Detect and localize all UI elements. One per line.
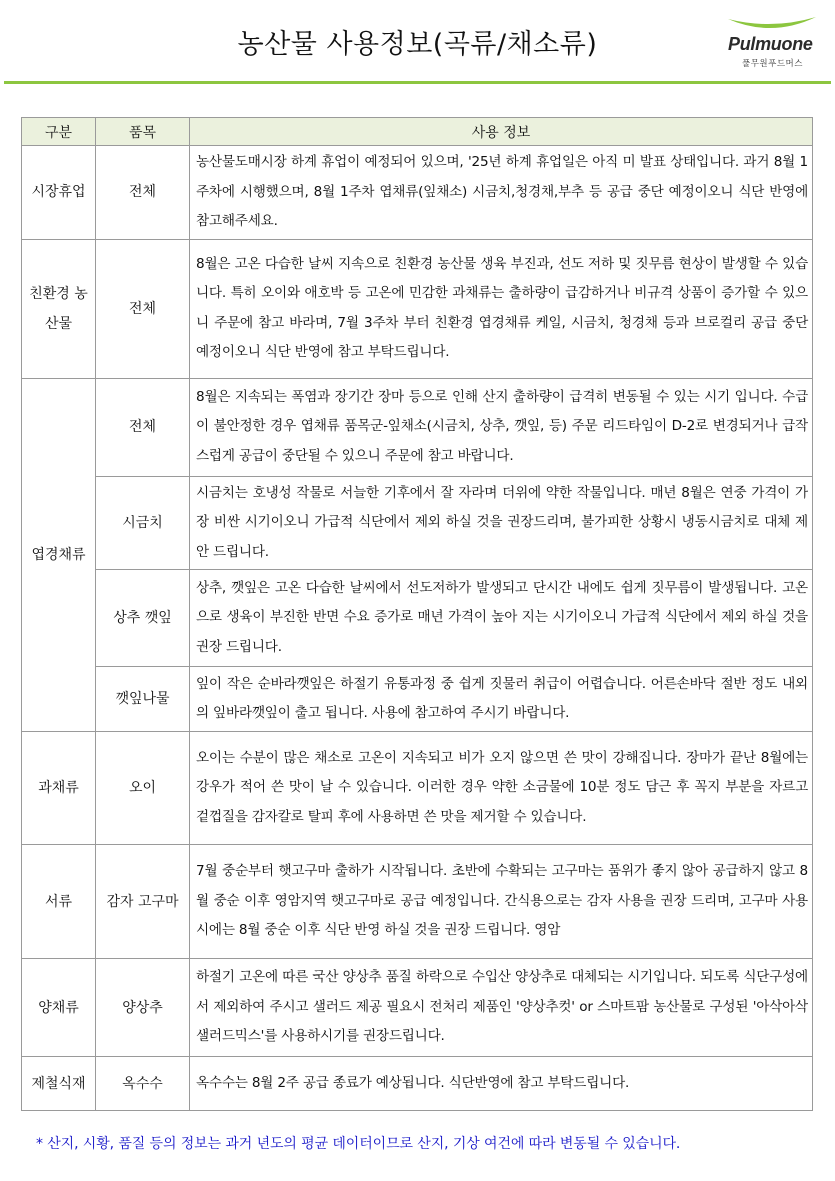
info-cell: 하절기 고온에 따른 국산 양상추 품질 하락으로 수입산 양상추로 대체되는 시기입니다. 되도록 식단구성에서 제외하여 주시고 샐러드 제공 필요시 전처리 제품인 '양상추컷' or 스마트팜 농산물로 구성된 '아삭아삭 샐러드믹스'를 사용하시기를 권장드립니다. [190, 959, 813, 1057]
page-title: 농산물 사용정보(곡류/채소류) [237, 29, 598, 60]
footnote: * 산지, 시황, 품질 등의 정보는 과거 년도의 평균 데이터이므로 산지, 기상 여건에 따라 변동될 수 있습니다. [36, 1136, 681, 1152]
table-row [22, 732, 813, 845]
category-cell: 제철식재 [22, 1057, 96, 1111]
category-cell: 과채류 [22, 732, 96, 845]
usage-info-table [21, 117, 813, 1111]
table-row [22, 845, 813, 959]
item-cell: 깻잎나물 [96, 667, 190, 732]
info-cell: 8월은 고온 다습한 날씨 지속으로 친환경 농산물 생육 부진과, 선도 저하 및 짓무름 현상이 발생할 수 있습니다. 특히 오이와 애호박 등 고온에 민감한 과채류는 출하량이 급감하거나 비규격 상품이 증가할 수 있으니 주문에 참고 바라며, 7월 3주차 부터 친환경 엽경채류 케일, 시금치, 청경채 등과 브로컬리 공급 중단 예정이오니 식단 반영에 참고 부탁드립니다. [190, 239, 813, 378]
table-row [22, 146, 813, 240]
pulmuone-logo [722, 14, 824, 70]
item-cell: 전체 [96, 378, 190, 476]
logo-brand: Pulmuone [728, 34, 813, 54]
item-cell: 전체 [96, 146, 190, 240]
table-row [22, 378, 813, 476]
category-cell: 친환경 농산물 [22, 239, 96, 378]
category-cell: 서류 [22, 845, 96, 959]
leaf-swoosh-icon [726, 14, 818, 36]
info-cell: 7월 중순부터 햇고구마 출하가 시작됩니다. 초반에 수확되는 고구마는 품위가 좋지 않아 공급하지 않고 8월 중순 이후 영암지역 햇고구마로 공급 예정입니다. 간식용으로는 감자 사용을 권장 드리며, 고구마 사용시에는 8월 중순 이후 식단 반영 하실 것을 권장 드립니다. 영암 [190, 845, 813, 959]
category-cell: 양채류 [22, 959, 96, 1057]
header-item: 품목 [96, 118, 190, 146]
table-row [22, 570, 813, 667]
info-cell: 옥수수는 8월 2주 공급 종료가 예상됩니다. 식단반영에 참고 부탁드립니다. [190, 1057, 813, 1111]
logo-subtitle: 풀무원푸드머스 [742, 59, 803, 69]
category-cell: 엽경채류 [22, 378, 96, 732]
table-row [22, 476, 813, 570]
item-cell: 시금치 [96, 476, 190, 570]
item-cell: 양상추 [96, 959, 190, 1057]
info-cell: 농산물도매시장 하계 휴업이 예정되어 있으며, '25년 하계 휴업일은 아직 미 발표 상태입니다. 과거 8월 1주차에 시행했으며, 8월 1주차 엽채류(잎채소) 시금치,청경채,부추 등 공급 중단 예정이오니 식단 반영에 참고해주세요. [190, 146, 813, 240]
item-cell: 전체 [96, 239, 190, 378]
info-cell: 잎이 작은 순바라깻잎은 하절기 유통과정 중 쉽게 짓물러 취급이 어렵습니다. 어른손바닥 절반 정도 내외의 잎바라깻잎이 출고 됩니다. 사용에 참고하여 주시기 바랍니다. [190, 667, 813, 732]
table-header-row [22, 118, 813, 146]
header-category: 구분 [22, 118, 96, 146]
info-cell: 8월은 지속되는 폭염과 장기간 장마 등으로 인해 산지 출하량이 급격히 변동될 수 있는 시기 입니다. 수급이 불안정한 경우 엽채류 품목군-잎채소(시금치, 상추, 깻잎, 등) 주문 리드타임이 D-2로 변경되거나 급작스럽게 공급이 중단될 수 있으니 주문에 참고 바랍니다. [190, 378, 813, 476]
title-divider [4, 81, 831, 84]
info-cell: 오이는 수분이 많은 채소로 고온이 지속되고 비가 오지 않으면 쓴 맛이 강해집니다. 장마가 끝난 8월에는 강우가 적어 쓴 맛이 날 수 있습니다. 이러한 경우 약한 소금물에 10분 정도 담근 후 꼭지 부분을 자르고 겉껍질을 감자칼로 탈피 후에 사용하면 쓴 맛을 제거할 수 있습니다. [190, 732, 813, 845]
table-row [22, 1057, 813, 1111]
item-cell: 감자 고구마 [96, 845, 190, 959]
item-cell: 상추 깻잎 [96, 570, 190, 667]
header-info: 사용 정보 [190, 118, 813, 146]
info-cell: 상추, 깻잎은 고온 다습한 날씨에서 선도저하가 발생되고 단시간 내에도 쉽게 짓무름이 발생됩니다. 고온으로 생육이 부진한 반면 수요 증가로 매년 가격이 높아 지는 시기이오니 가급적 식단에서 제외 하실 것을 권장 드립니다. [190, 570, 813, 667]
item-cell: 오이 [96, 732, 190, 845]
table-row [22, 667, 813, 732]
item-cell: 옥수수 [96, 1057, 190, 1111]
category-cell: 시장휴업 [22, 146, 96, 240]
table-row [22, 959, 813, 1057]
info-cell: 시금치는 호냉성 작물로 서늘한 기후에서 잘 자라며 더위에 약한 작물입니다. 매년 8월은 연중 가격이 가장 비싼 시기이오니 가급적 식단에서 제외 하실 것을 권장드리며, 불가피한 상황시 냉동시금치로 대체 제안 드립니다. [190, 476, 813, 570]
table-row [22, 239, 813, 378]
